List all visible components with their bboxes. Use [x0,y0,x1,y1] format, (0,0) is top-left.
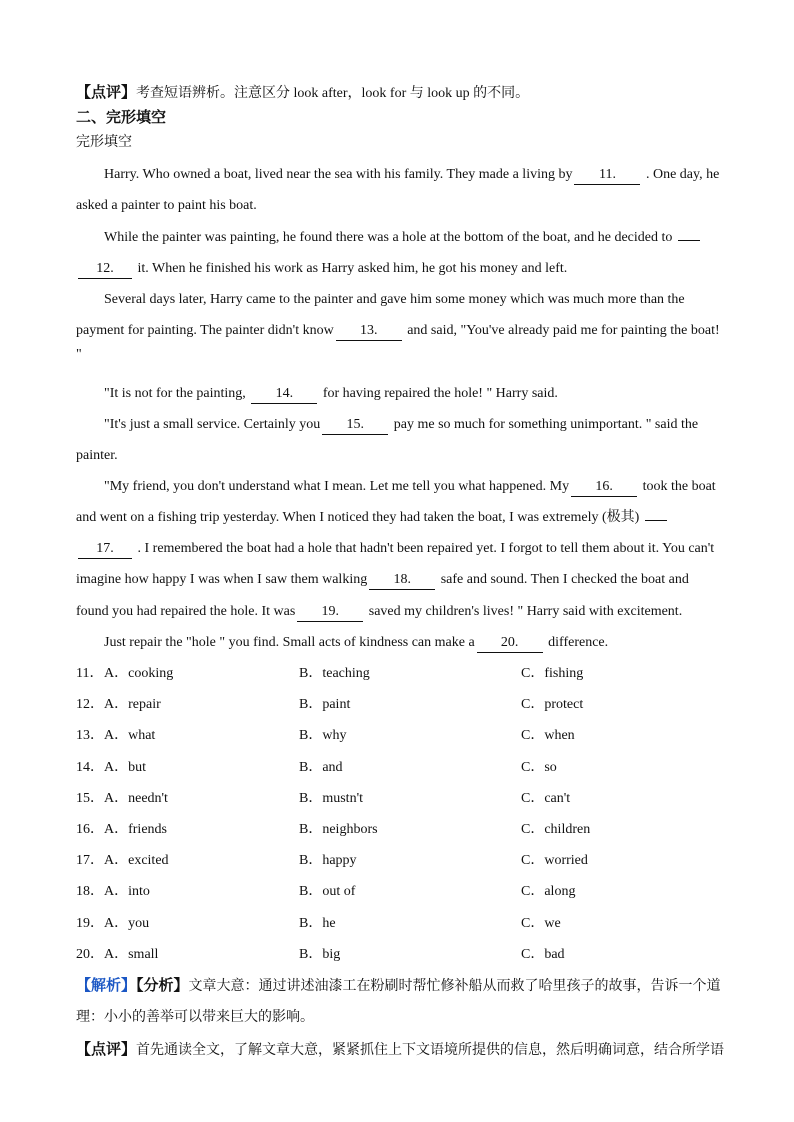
analysis-line: 理：小小的善举可以带来巨大的影响。 [76,1010,314,1025]
review-tag: 【点评】 [76,83,137,101]
passage-text: for having repaired the hole! " Harry said. [322,386,558,401]
question-number: 12． [76,697,104,713]
blank-15: 15. [322,416,388,435]
passage-line: asked a painter to paint his boat. [76,198,257,213]
passage-text: "My friend, you don't understand what I mean. Let me tell you what happened. My [104,479,570,494]
passage-line: painter. [76,448,118,463]
option-row [76,876,756,907]
passage-line [76,596,748,627]
passage-text: Just repair the "hole " you find. Small acts of kindness can make a [104,635,475,650]
option-a: A．small [104,946,159,962]
passage-line [104,627,748,658]
option-b: B．paint [299,697,351,713]
blank-19: 19. [297,603,363,622]
review-line-2 [76,1034,748,1066]
option-a: A．friends [104,822,167,837]
review-text: 考查短语辨析。注意区分 look after，look for 与 look up 的不同。 [136,86,530,101]
option-b: B．happy [299,853,357,869]
question-number: 20． [76,946,104,962]
blank-12: 12. [78,260,132,279]
option-c: C．protect [521,697,584,713]
question-number: 19． [76,915,104,931]
passage-text: Harry. Who owned a boat, lived near the sea with his family. They made a living by [104,167,573,182]
option-a: A．excited [104,853,169,869]
jiexi-tag: 【解析】 [76,976,137,994]
analysis-text: 文章大意：通过讲述油漆工在粉刷时帮忙修补船从而救了哈里孩子的故事，告诉一个道 [188,979,721,994]
question-number: 13． [76,728,104,744]
option-c: C．so [521,759,557,775]
option-row [76,720,756,751]
option-c: C．along [521,884,576,900]
passage-line: " [76,347,82,362]
option-row [76,814,756,845]
passage-line [104,222,748,253]
passage-line: Several days later, Harry came to the painter and gave him some money which was much more than the [104,292,685,307]
option-a: A．you [104,915,150,931]
blank-14: 14. [251,385,317,404]
option-c: C．we [521,915,561,931]
question-number: 14． [76,759,104,775]
option-row [76,845,756,876]
passage-line [104,409,748,440]
blank-11: 11. [574,166,640,185]
blank-17: 17. [78,540,132,559]
question-number: 17． [76,853,104,869]
option-row [76,752,756,783]
passage-text: safe and sound. Then I checked the boat and [440,572,689,587]
blank-20: 20. [477,634,543,653]
passage-text: and went on a fishing trip yesterday. When I noticed they had taken the boat, I was extremely (极其) [76,510,640,525]
passage-text: . I remembered the boat had a hole that hadn't been repaired yet. I forgot to tell them about it. You can't [137,541,715,556]
option-row [76,939,756,970]
passage-text: pay me so much for something unimportant. " said the [393,417,699,432]
option-b: B．neighbors [299,822,378,837]
passage-text: payment for painting. The painter didn't know [76,323,334,338]
option-a: A．needn't [104,790,168,806]
option-b: B．mustn't [299,790,363,806]
option-a: A．repair [104,697,161,713]
passage-text: imagine how happy I was when I saw them walking [76,572,368,587]
passage-text: "It's just a small service. Certainly you [104,417,321,432]
option-c: C．children [521,822,591,837]
option-b: B．out of [299,884,356,900]
option-b: B．and [299,759,343,775]
option-c: C．when [521,728,575,744]
option-a: A．but [104,759,146,775]
fenxi-tag: 【分析】 [136,976,189,994]
passage-line [76,533,748,564]
option-a: A．what [104,728,156,744]
passage-line [76,564,748,595]
passage-line [104,378,748,409]
question-number: 18． [76,884,104,900]
option-row [76,783,756,814]
option-row [76,689,756,720]
blank-17-start [645,520,667,521]
passage-text: difference. [548,635,609,650]
passage-text: and said, "You've already paid me for painting the boat! [407,323,720,338]
blank-18: 18. [369,571,435,590]
passage-line [104,159,748,190]
option-b: B．why [299,728,347,744]
review-text-2: 首先通读全文，了解文章大意，紧紧抓住上下文语境所提供的信息，然后明确词意，结合所学语 [136,1043,725,1058]
blank-16: 16. [571,478,637,497]
option-a: A．into [104,884,150,900]
analysis-line [76,970,748,1002]
passage-text: . One day, he [645,167,720,182]
option-a: A．cooking [104,666,174,681]
option-c: C．bad [521,946,565,962]
option-c: C．worried [521,853,588,869]
passage-line [76,253,748,284]
option-b: B．he [299,915,336,931]
blank-12-start [678,240,700,241]
option-row [76,658,756,689]
option-c: C．can't [521,790,571,806]
option-b: B．teaching [299,666,370,681]
passage-line [76,502,748,533]
blank-13: 13. [336,322,402,341]
question-number: 16． [76,822,104,837]
option-b: B．big [299,946,341,962]
passage-text: "It is not for the painting, [104,386,246,401]
review-tag-2: 【点评】 [76,1040,137,1058]
option-row [76,908,756,939]
section-heading: 二、完形填空 [76,108,167,126]
question-number: 15． [76,790,104,806]
passage-text: saved my children's lives! " Harry said with excitement. [368,604,683,619]
passage-text: took the boat [642,479,716,494]
passage-text: While the painter was painting, he found there was a hole at the bottom of the boat, and he decided to [104,230,673,245]
section-subheading: 完形填空 [76,135,132,150]
passage-text: found you had repaired the hole. It was [76,604,296,619]
passage-text: it. When he finished his work as Harry asked him, he got his money and left. [137,261,568,276]
option-c: C．fishing [521,666,584,681]
question-number: 11． [76,666,104,681]
passage-line [104,471,748,502]
